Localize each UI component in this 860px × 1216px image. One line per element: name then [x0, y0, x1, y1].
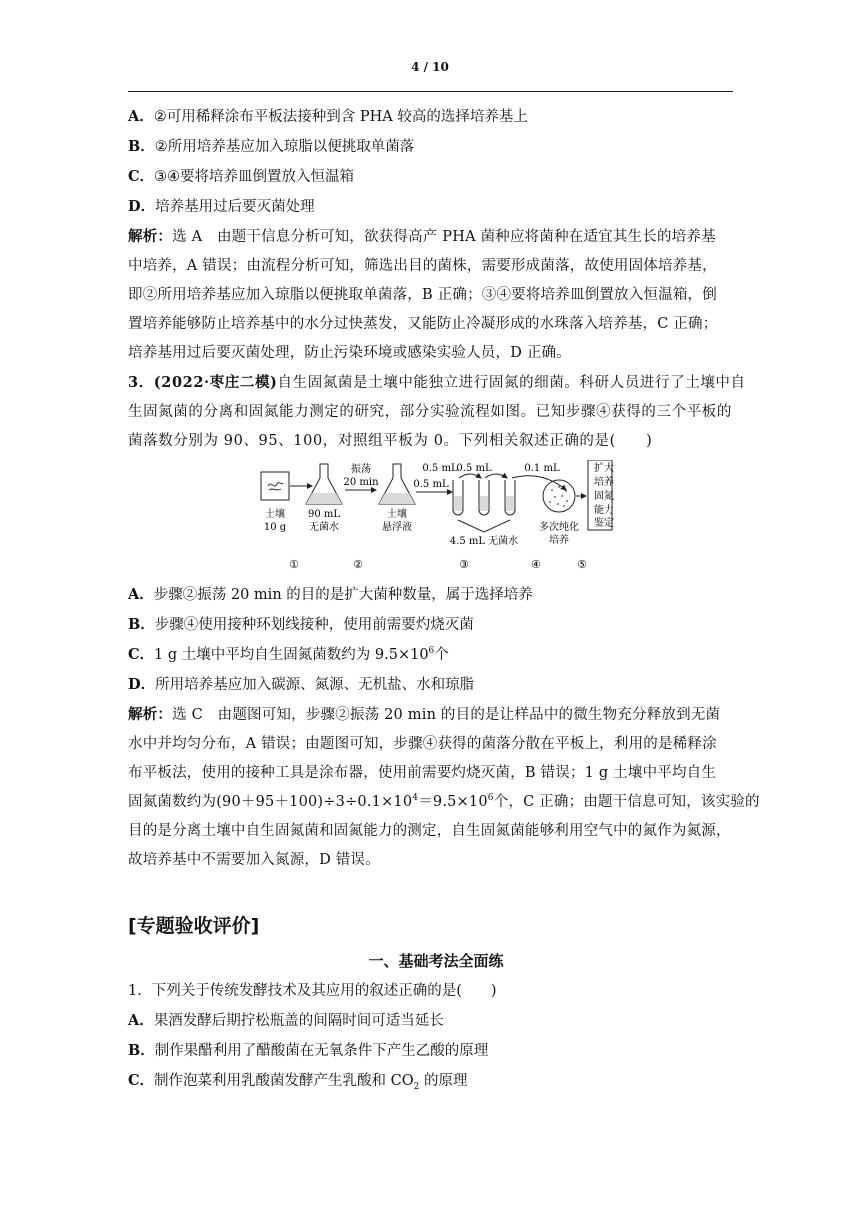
option-text: 步骤④使用接种环划线接种，使用前需要灼烧灭菌: [154, 617, 474, 633]
option-text: 个: [434, 647, 449, 663]
suspension-label: 悬浮液: [382, 522, 412, 533]
suspension-label: 土壤: [387, 509, 407, 520]
subscript: 2: [413, 1081, 420, 1092]
box-text: 定: [604, 518, 614, 529]
analysis-line: [128, 700, 744, 730]
analysis-text: 个，C 正确；由题干信息可知，该实验的: [493, 794, 760, 810]
step-number: ②: [353, 558, 363, 571]
option-text: 制作泡菜利用乳酸菌发酵产生乳酸和 CO: [154, 1073, 414, 1089]
option-text: ②所用培养基应加入琼脂以便挑取单菌落: [154, 139, 415, 155]
step-number: ①: [289, 558, 299, 571]
transfer-volume: 0.5 mL: [413, 479, 449, 490]
water-label: 无菌水: [309, 522, 339, 533]
stem-text: 自生固氮菌是土壤中能独立进行固氮的细菌。科研人员进行了土壤中自: [277, 375, 746, 391]
option-text: 的原理: [419, 1073, 468, 1089]
analysis-text: 选 A 由题干信息分析可知，欲获得高产 PHA 菌种应将菌种在适宜其生长的培养基: [172, 229, 716, 245]
analysis-line: [128, 788, 760, 817]
flask-liquid: [379, 493, 415, 504]
tube-water-label: 4.5 mL 无菌水: [449, 536, 519, 547]
box-text: 大: [604, 463, 614, 474]
soil-icon: [268, 483, 283, 490]
shake-label: 振荡: [351, 464, 371, 475]
analysis-label: 解析：: [128, 228, 173, 245]
superscript: 4: [412, 793, 419, 804]
superscript: 6: [487, 793, 494, 804]
experiment-flow-figure: [128, 460, 744, 578]
box-text: 鉴: [594, 518, 604, 529]
flask-liquid: [306, 493, 342, 504]
analysis-label: 解析：: [128, 706, 173, 723]
question-number: 3．: [128, 374, 154, 391]
option-line: [128, 580, 744, 610]
q3-stem-line: 生固氮菌的分离和固氮能力测定的研究，部分实验流程如图。已知步骤④获得的三个平板的: [128, 404, 732, 420]
box-text: 固: [594, 491, 604, 502]
option-label: D．: [128, 198, 156, 215]
tube-liquid: [480, 496, 488, 511]
soil-label: 土壤: [265, 509, 285, 520]
section-title: [专题验收评价]: [128, 915, 260, 937]
shake-time: 20 min: [343, 477, 379, 488]
step-number: ⑤: [577, 558, 587, 571]
q3-stem-line: [128, 368, 744, 398]
option-line: [128, 640, 744, 670]
bracket-lines: [458, 520, 510, 532]
analysis-line: 水中并均匀分布，A 错误；由题图可知，步骤④获得的菌落分散在平板上，利用的是稀释涂: [128, 736, 717, 752]
option-label: C．: [128, 168, 155, 185]
option-label: B．: [128, 1042, 155, 1059]
option-text: 培养基用过后要灭菌处理: [155, 199, 315, 215]
step-number: ③: [459, 558, 469, 571]
analysis-text: 选 C 由题图可知，步骤②振荡 20 min 的目的是让样品中的微生物充分释放到无菌: [172, 707, 721, 723]
option-line: [128, 610, 744, 640]
tube-liquid: [506, 496, 514, 511]
option-label: A．: [128, 108, 154, 125]
analysis-line: 目的是分离土壤中自生固氮菌和固氮能力的测定，自生固氮菌能够利用空气中的氮作为氮源，: [128, 823, 731, 839]
box-text: 能: [594, 505, 604, 516]
analysis-text: 固氮菌数约为(90＋95＋100)÷3÷0.1×10: [128, 794, 413, 810]
flow-diagram: [256, 460, 616, 578]
option-text: 制作果醋利用了醋酸菌在无氧条件下产生乙酸的原理: [154, 1043, 489, 1059]
box-text: 力: [604, 505, 614, 516]
arrow: [512, 476, 566, 490]
option-label: C．: [128, 646, 155, 663]
analysis-line: 培养基用过后要灭菌处理，防止污染环境或感染实验人员，D 正确。: [128, 345, 571, 361]
option-text: ③④要将培养皿倒置放入恒温箱: [154, 169, 355, 185]
page-number: 4 / 10: [411, 60, 449, 74]
option-line: [128, 192, 744, 222]
analysis-line: 即②所用培养基应加入琼脂以便挑取单菌落，B 正确；③④要将培养皿倒置放入恒温箱，倒: [128, 287, 717, 303]
option-text: 果酒发酵后期拧松瓶盖的间隔时间可适当延长: [153, 1013, 444, 1029]
transfer-volume: 0.5 mL: [422, 463, 458, 474]
box-text: 氮: [604, 491, 614, 502]
analysis-line: [128, 222, 744, 252]
option-line: [128, 102, 744, 132]
option-label: D．: [128, 676, 156, 693]
transfer-volume: 0.1 mL: [524, 463, 560, 474]
option-text: 所用培养基应加入碳源、氮源、无机盐、水和琼脂: [155, 677, 475, 693]
option-text: 步骤②振荡 20 min 的目的是扩大菌种数量，属于选择培养: [153, 587, 533, 603]
option-label: A．: [128, 586, 154, 603]
option-label: B．: [128, 138, 155, 155]
box-text: 养: [604, 477, 614, 488]
question-1-stem: 1．下列关于传统发酵技术及其应用的叙述正确的是( ): [128, 983, 497, 999]
plate-label: 多次纯化: [539, 522, 579, 533]
header-rule: [128, 91, 733, 92]
analysis-line: 置培养能够防止培养基中的水分过快蒸发，又能防止冷凝形成的水珠落入培养基，C 正确；: [128, 316, 718, 332]
option-label: B．: [128, 616, 155, 633]
box-text: 培: [594, 477, 604, 488]
page-content: [128, 102, 760, 1096]
q3-stem-line: 菌落数分别为 90、95、100，对照组平板为 0。下列相关叙述正确的是( ): [128, 433, 653, 449]
option-line: [128, 670, 744, 700]
option-line: [128, 162, 744, 192]
question-3: [128, 368, 744, 456]
arrow: [485, 474, 507, 478]
option-label: A．: [128, 1012, 154, 1029]
analysis-line: 故培养基中不需要加入氮源，D 错误。: [128, 852, 380, 868]
option-line: [128, 1036, 744, 1066]
superscript: 6: [428, 646, 435, 657]
analysis-line: 布平板法，使用的接种工具是涂布器，使用前需要灼烧灭菌，B 错误；1 g 土壤中平均自生: [128, 765, 717, 781]
question-source: (2022·枣庄二模): [153, 374, 278, 391]
q2-analysis: [128, 222, 744, 368]
arrow: [459, 474, 481, 478]
option-text: 1 g 土壤中平均自生固氮菌数约为 9.5×10: [154, 647, 429, 663]
option-line: [128, 1006, 744, 1036]
option-label: C．: [128, 1072, 155, 1089]
box-text: 扩: [594, 463, 604, 474]
analysis-text: ＝9.5×10: [418, 794, 488, 810]
option-line: [128, 132, 744, 162]
option-text: ②可用稀释涂布平板法接种到含 PHA 较高的选择培养基上: [153, 109, 528, 125]
soil-mass: 10 g: [263, 522, 287, 533]
step-number: ④: [531, 558, 541, 571]
tube-liquid: [454, 496, 462, 511]
plate-label: 培养: [549, 535, 569, 546]
transfer-volume: 0.5 mL: [456, 463, 492, 474]
option-line: [128, 1066, 744, 1096]
water-volume: 90 mL: [307, 509, 341, 520]
section-subtitle: 一、基础考法全面练: [368, 952, 504, 970]
analysis-line: 中培养，A 错误；由流程分析可知，筛选出目的菌株，需要形成菌落，故使用固体培养基，: [128, 258, 717, 274]
q3-analysis: [128, 700, 760, 875]
